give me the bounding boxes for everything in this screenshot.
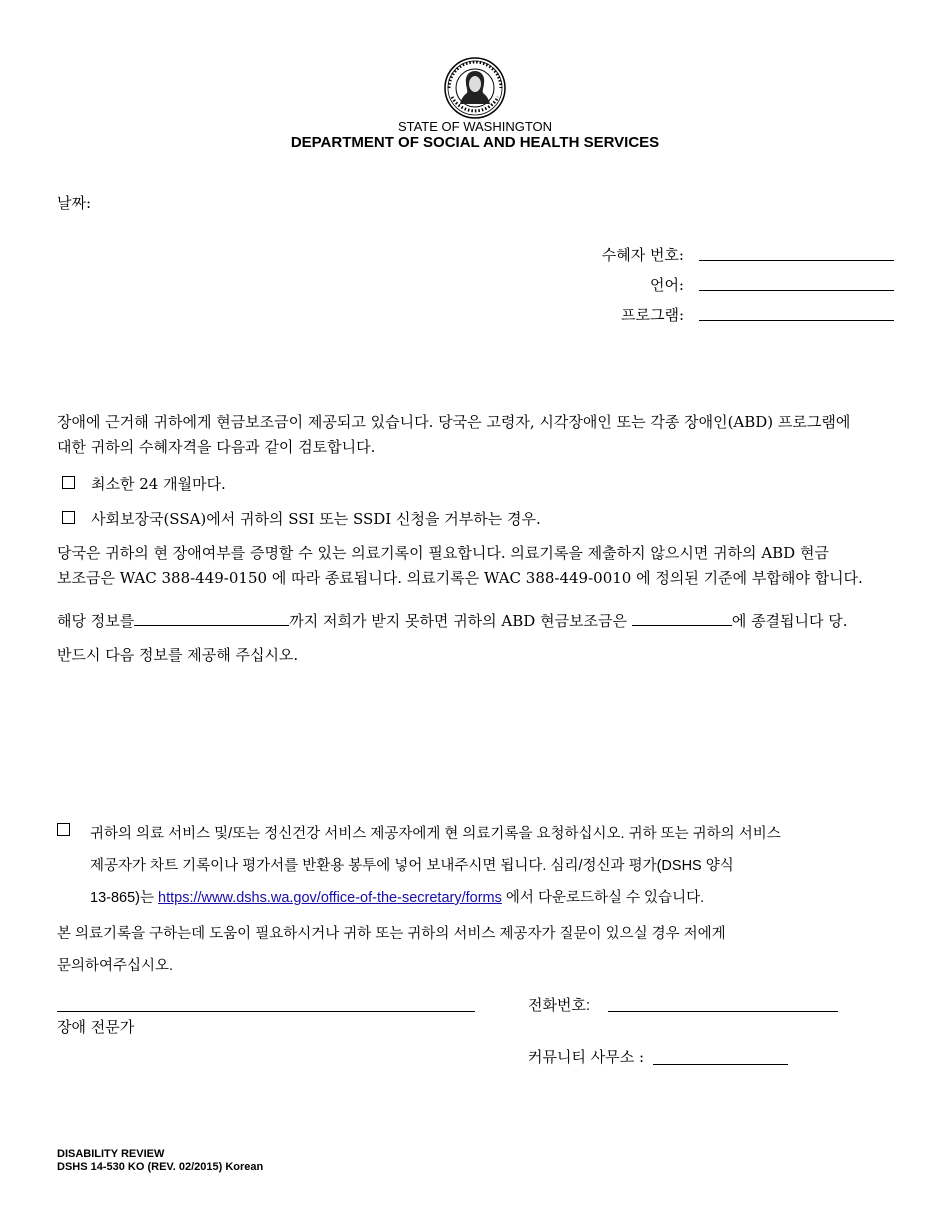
provide-info-text: 반드시 다음 정보를 제공해 주십시오. bbox=[57, 646, 299, 664]
help-paragraph bbox=[57, 918, 726, 982]
records-paragraph bbox=[57, 541, 863, 591]
help-line-1: 본 의료기록을 구하는데 도움이 필요하시거나 귀하 또는 귀하의 서비스 제공자가 질문이 있으실 경우 저에게 bbox=[57, 926, 726, 942]
intro-paragraph bbox=[57, 410, 850, 460]
date-label: 날짜: bbox=[57, 194, 92, 212]
footer-title: DISABILITY REVIEW bbox=[57, 1148, 165, 1160]
review-option-label: 사회보장국(SSA)에서 귀하의 SSI 또는 SSDI 신청을 거부하는 경우. bbox=[91, 510, 541, 528]
specialist-label: 장애 전문가 bbox=[57, 1018, 135, 1036]
phone-label: 전화번호: bbox=[528, 997, 591, 1014]
office-field[interactable] bbox=[653, 1064, 788, 1065]
washington-state-seal-icon bbox=[444, 57, 506, 119]
recipient-number-field[interactable] bbox=[699, 260, 894, 261]
deadline-sentence bbox=[57, 609, 848, 634]
footer-form-id: DSHS 14-530 KO (REV. 02/2015) Korean bbox=[57, 1161, 264, 1173]
review-ssa-denial-checkbox[interactable] bbox=[62, 511, 75, 524]
deadline-text-2: 까지 저희가 받지 못하면 귀하의 ABD 현금보조금은 bbox=[289, 612, 628, 630]
request-records-checkbox[interactable] bbox=[57, 823, 70, 836]
state-name: STATE OF WASHINGTON bbox=[397, 119, 553, 134]
intro-line-1: 장애에 근거해 귀하에게 현금보조금이 제공되고 있습니다. 당국은 고령자, 시각장애인 또는 각종 장애인(ABD) 프로그램에 bbox=[57, 413, 851, 431]
request-line-3-suffix: 에서 다운로드하실 수 있습니다. bbox=[501, 890, 705, 906]
records-line-1: 당국은 귀하의 현 장애여부를 증명할 수 있는 의료기록이 필요합니다. 의료기록을 제출하지 않으시면 귀하의 ABD 현금 bbox=[57, 544, 829, 562]
specialist-signature-line[interactable] bbox=[57, 1011, 475, 1012]
program-field[interactable] bbox=[699, 320, 894, 321]
review-option-label: 최소한 24 개월마다. bbox=[91, 475, 226, 493]
language-label: 언어: bbox=[649, 276, 684, 294]
records-line-2: 보조금은 WAC 388-449-0150 에 따라 종료됩니다. 의료기록은 WAC 388-449-0010 에 정의된 기준에 부합해야 합니다. bbox=[57, 569, 863, 587]
program-label: 프로그램: bbox=[620, 306, 684, 324]
request-paragraph bbox=[90, 818, 781, 914]
review-every-24-months-checkbox[interactable] bbox=[62, 476, 75, 489]
request-line-1: 귀하의 의료 서비스 및/또는 정신건강 서비스 제공자에게 현 의료기록을 요청하십시오. 귀하 또는 귀하의 서비스 bbox=[90, 826, 781, 842]
language-field[interactable] bbox=[699, 290, 894, 291]
dshs-forms-link[interactable]: https://www.dshs.wa.gov/office-of-the-secretary/forms bbox=[158, 890, 502, 906]
request-line-2: 제공자가 차트 기록이나 평가서를 반환용 봉투에 넣어 보내주시면 됩니다. 심리/정신과 평가(DSHS 양식 bbox=[90, 858, 734, 874]
department-name: DEPARTMENT OF SOCIAL AND HEALTH SERVICES bbox=[290, 134, 660, 151]
recipient-number-label: 수혜자 번호: bbox=[601, 246, 684, 264]
termination-date-field[interactable] bbox=[632, 611, 732, 626]
request-line-3 bbox=[90, 882, 781, 914]
help-line-2: 문의하여주십시오. bbox=[57, 958, 174, 974]
deadline-date-field[interactable] bbox=[134, 611, 289, 626]
intro-line-2: 대한 귀하의 수혜자격을 다음과 같이 검토합니다. bbox=[57, 438, 376, 456]
office-label: 커뮤니티 사무소 : bbox=[528, 1048, 645, 1066]
request-line-3-prefix: 13-865)는 bbox=[90, 890, 154, 906]
deadline-text-3: 에 종결됩니다 당. bbox=[731, 612, 848, 630]
deadline-text-1: 해당 정보를 bbox=[57, 612, 135, 630]
phone-field[interactable] bbox=[608, 1011, 838, 1012]
